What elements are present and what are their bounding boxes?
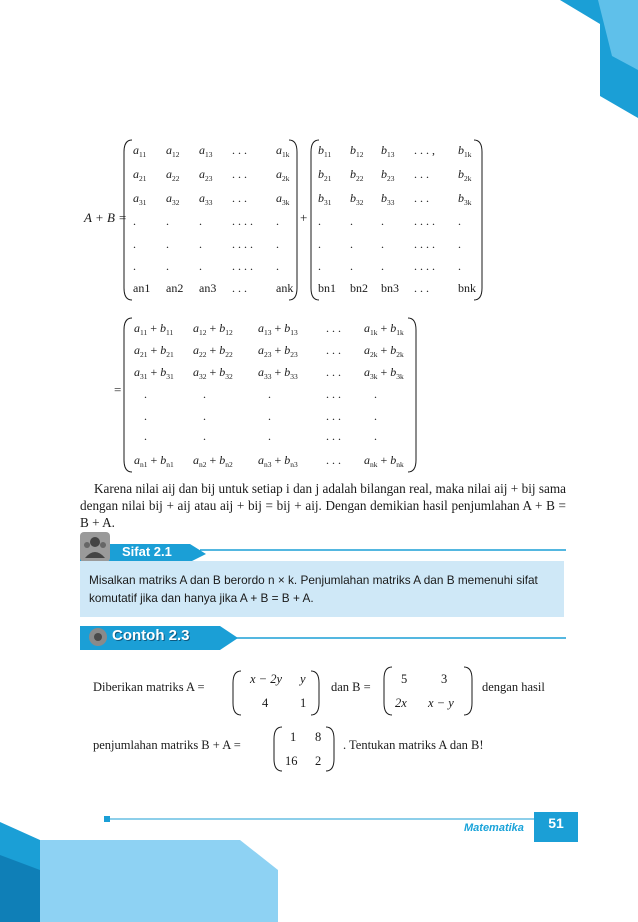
matrix-entry: . [458,237,461,251]
contoh-line1-prefix: Diberikan matriks A = [93,680,205,694]
explanation-paragraph [80,480,566,531]
sum-matrix-entry: . [374,387,377,401]
matrix-entry: bn2 [350,281,368,295]
matrix-sum-entry: 8 [315,730,322,744]
matrix-entry: . [199,237,202,251]
sum-matrix-entry: . [144,409,147,423]
sum-matrix-entry: . [203,409,206,423]
sum-matrix-entry: . . . [326,365,341,379]
matrix-entry: . [276,237,279,251]
matrix-entry: $a_{13}$ [199,143,213,159]
matrix-b-entry: 2x [395,696,407,710]
sum-matrix-entry: . . . [326,387,341,401]
matrix-entry: . [350,259,353,273]
sum-matrix-entry: . . . [326,321,341,335]
sum-matrix-entry: . . . [326,429,341,443]
sum-matrix-entry: $a_{n1} + b_{n1}$ [134,453,174,469]
sum-matrix-entry: $a_{11} + b_{11}$ [134,321,174,337]
matrix-entry: $b_{33}$ [381,191,395,207]
matrix-entry: $b_{21}$ [318,167,332,183]
matrix-entry: . [166,237,169,251]
matrix-entry: . . . [232,143,247,157]
matrix-sum-entry: 2 [315,754,322,768]
matrix-entry: . [199,214,202,228]
matrix-entry: . . . . [232,214,253,228]
sum-matrix-entry: . [374,409,377,423]
matrix-entry: $b_{23}$ [381,167,395,183]
sum-matrix-entry: $a_{31} + b_{31}$ [134,365,174,381]
matrix-entry: . [318,214,321,228]
matrix-entry: . [166,259,169,273]
matrix-entry: $b_{12}$ [350,143,364,159]
matrix-entry: bnk [458,281,476,295]
sum-matrix-entry: $a_{23} + b_{23}$ [258,343,298,359]
sum-matrix-entry: $a_{nk} + b_{nk}$ [364,453,404,469]
right-bracket [474,140,482,300]
sum-matrix-entry: $a_{3k} + b_{3k}$ [364,365,404,381]
matrix-a-entry: y [300,672,306,686]
matrix-a-entry: 1 [300,696,307,710]
sifat-title: Sifat 2.1 [122,544,172,559]
sum-matrix-entry: . [374,429,377,443]
matrix-entry: . [381,259,384,273]
sum-matrix-entry: . [268,387,271,401]
sum-matrix-entry: . . . [326,343,341,357]
matrix-entry: $a_{12}$ [166,143,180,159]
matrix-entry: $a_{32}$ [166,191,180,207]
gear-badge-icon [88,627,108,647]
matrix-entry: . [199,259,202,273]
matrix-entry: . [166,214,169,228]
sum-matrix-entry: . . . [326,453,341,467]
matrix-entry: $b_{13}$ [381,143,395,159]
sum-matrix-entry: . . . [326,409,341,423]
matrix-entry: . . . . [232,259,253,273]
sum-matrix-entry: $a_{2k} + b_{2k}$ [364,343,404,359]
right-bracket [464,667,472,715]
equation-lhs: A + B = [84,210,127,225]
matrix-entry: $a_{2k}$ [276,167,290,183]
contoh-title: Contoh 2.3 [112,627,190,644]
matrix-entry: . [133,214,136,228]
left-bracket [233,671,241,715]
left-bracket [384,667,392,715]
sum-matrix-entry: $a_{33} + b_{33}$ [258,365,298,381]
matrix-entry: . [458,259,461,273]
matrix-entry: $a_{22}$ [166,167,180,183]
matrix-entry: $a_{11}$ [133,143,147,159]
right-bracket [408,318,416,472]
people-group-icon [80,532,110,562]
matrix-entry: bn3 [381,281,399,295]
sum-matrix-entry: $a_{1k} + b_{1k}$ [364,321,404,337]
bottom-left-decoration [0,810,280,922]
matrix-entry: $a_{3k}$ [276,191,290,207]
right-bracket [326,727,334,771]
paragraph-text: Karena nilai aij dan bij untuk setiap i dan j adalah bilangan real, maka nilai aij + bij sama dengan nilai bij + aij atau aij + bij = bij + aij. Dengan demikian hasil penjumlahan A + B = B + A. [80,481,566,530]
matrix-entry: $b_{1k}$ [458,143,472,159]
matrix-b-entry: 5 [401,672,408,686]
matrix-entry: $b_{3k}$ [458,191,472,207]
matrix-b-entry: x − y [428,696,454,710]
matrix-entry: $b_{32}$ [350,191,364,207]
matrix-entry: . . . [414,167,429,181]
matrix-entry: . [318,237,321,251]
matrix-entry: . . . . [414,214,435,228]
matrix-sum-entry: 16 [285,754,298,768]
left-bracket [274,727,282,771]
matrix-entry: . [276,214,279,228]
matrix-entry: $a_{33}$ [199,191,213,207]
right-bracket [311,671,319,715]
sum-matrix-entry: $a_{13} + b_{13}$ [258,321,298,337]
right-bracket [289,140,297,300]
left-bracket [124,318,132,472]
matrix-entry: . [133,259,136,273]
matrix-entry: . [276,259,279,273]
matrix-entry: . . . [232,191,247,205]
matrix-entry: . . . . [232,237,253,251]
sum-matrix-entry: $a_{32} + b_{32}$ [193,365,233,381]
matrix-entry: ank [276,281,294,295]
matrix-entry: $a_{1k}$ [276,143,290,159]
matrix-entry: . [318,259,321,273]
matrix-entry: . . . , [414,143,435,157]
matrix-entry: $b_{2k}$ [458,167,472,183]
sum-matrix-entry: . [268,409,271,423]
matrix-a-entry: x − 2y [250,672,283,686]
matrix-entry: $b_{11}$ [318,143,332,159]
sum-matrix-entry: $a_{22} + b_{22}$ [193,343,233,359]
sum-matrix-entry: $a_{n2} + b_{n2}$ [193,453,233,469]
matrix-entry: . . . [232,167,247,181]
sum-matrix-entry: $a_{12} + b_{12}$ [193,321,233,337]
contoh-line2-suffix: . Tentukan matriks A dan B! [343,738,484,752]
matrix-entry: $a_{23}$ [199,167,213,183]
matrix-entry: $a_{31}$ [133,191,147,207]
sum-matrix-entry: . [144,387,147,401]
sum-matrix-entry: $a_{n3} + b_{n3}$ [258,453,298,469]
sum-matrix-entry: . [203,429,206,443]
matrix-entry: bn1 [318,281,336,295]
matrix-entry: . . . [414,281,429,295]
matrix-entry: . [133,237,136,251]
plus-sign: + [300,210,308,225]
contoh-line1-suffix: dengan hasil [482,680,545,694]
matrix-entry: $b_{22}$ [350,167,364,183]
matrix-entry: $a_{21}$ [133,167,147,183]
contoh-line1-mid: dan B = [331,680,371,694]
sum-matrix-entry: . [268,429,271,443]
page-number: 51 [534,812,578,842]
matrix-entry: . [381,237,384,251]
sifat-text: Misalkan matriks A dan B berordo n × k. Penjumlahan matriks A dan B memenuhi sifat komutatif jika dan hanya jika A + B = B + A. [89,573,538,605]
contoh-matrices [0,655,638,785]
matrix-entry: . . . . [414,237,435,251]
matrix-entry: $b_{31}$ [318,191,332,207]
matrix-entry: . [381,214,384,228]
contoh-line2-prefix: penjumlahan matriks B + A = [93,738,241,752]
matrix-entry: . . . [232,281,247,295]
matrix-entry: an2 [166,281,184,295]
matrix-entry: an3 [199,281,217,295]
matrix-entry: . [350,237,353,251]
matrix-entry: . [458,214,461,228]
sum-matrix-entry: $a_{21} + b_{21}$ [134,343,174,359]
matrix-sum-entry: 1 [290,730,297,744]
sum-matrix-entry: . [203,387,206,401]
matrix-entry: . . . . [414,259,435,273]
sum-matrix-entry: . [144,429,147,443]
matrix-entry: . [350,214,353,228]
equals-sign: = [114,382,122,397]
book-title: Matematika [464,822,524,834]
matrix-a-entry: 4 [262,696,269,710]
matrix-entry: an1 [133,281,151,295]
matrix-entry: . . . [414,191,429,205]
matrix-b-entry: 3 [441,672,448,686]
